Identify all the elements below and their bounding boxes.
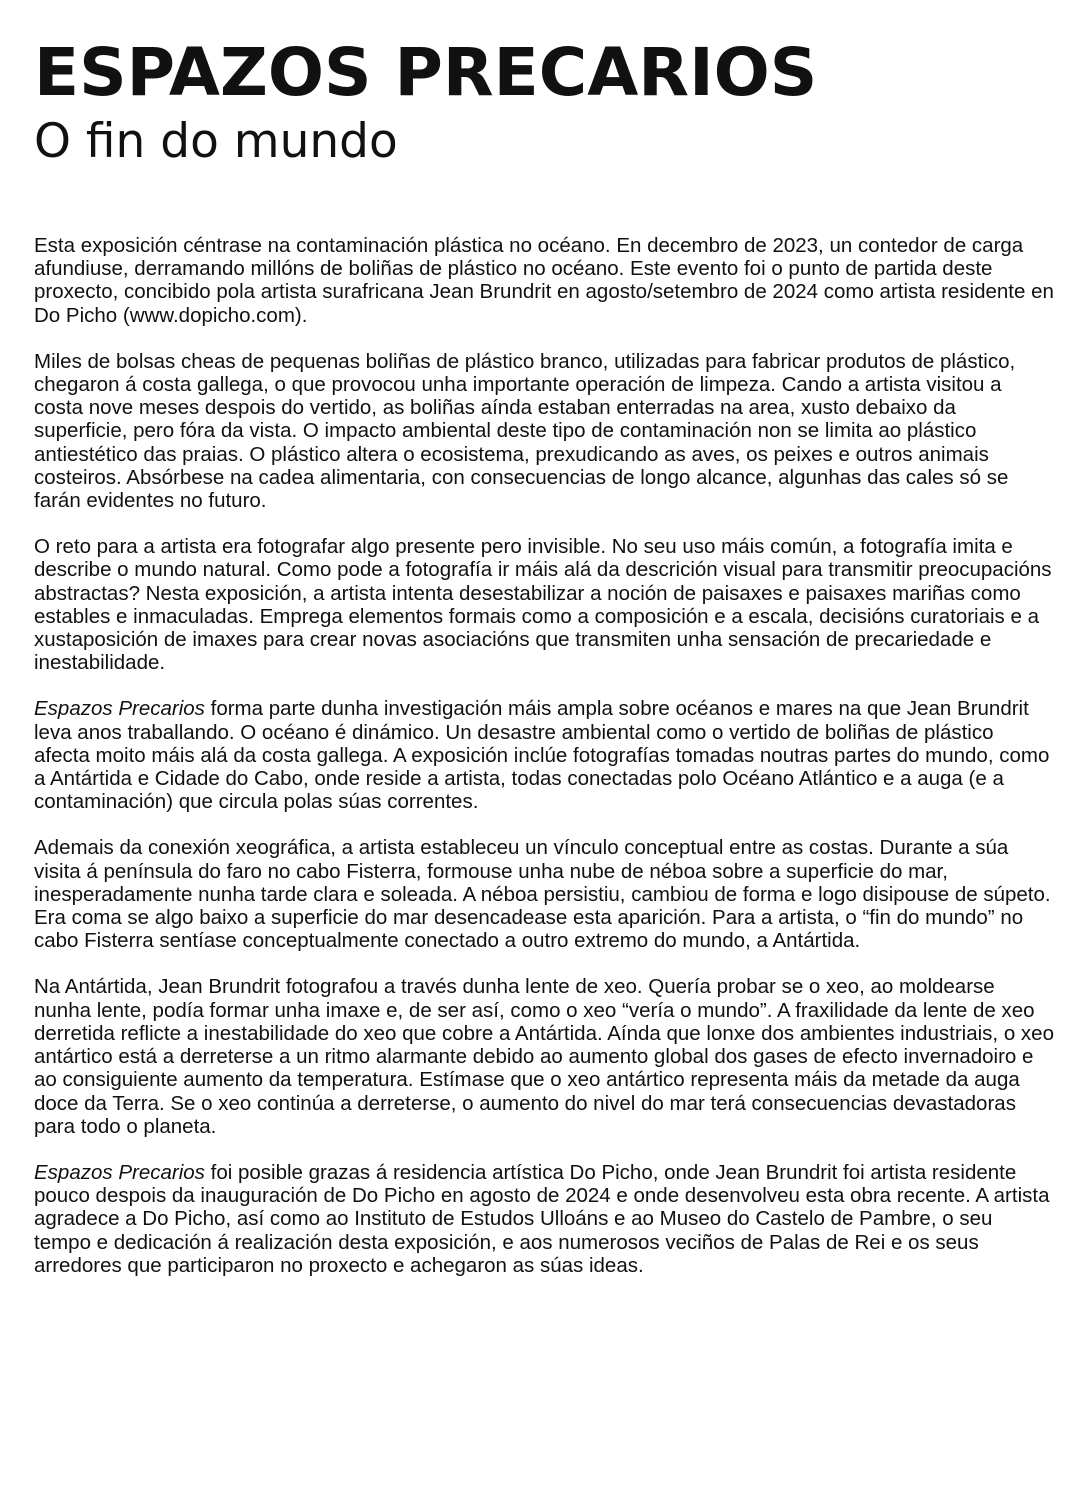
paragraph-text: Esta exposición céntrase na contaminación plástica no océano. En decembro de 2023, un contedor de carga afundiuse, derramando millóns de boliñas de plástico no océano. Este evento foi o punto de partida deste proxecto, concibido pola artista surafricana Jean Brundrit en agosto/setembro de 2024 como artista residente en Do Picho (www.dopicho.com). — [34, 234, 1054, 327]
paragraph-research — [34, 697, 1054, 813]
paragraph-intro — [34, 234, 1054, 327]
paragraph-text: O reto para a artista era fotografar algo presente pero invisible. No seu uso máis común, a fotografía imita e describe o mundo natural. Como pode a fotografía ir máis alá da descrición visual para transmitir preocupacións abstractas? Nesta exposición, a artista intenta desestabilizar a noción de paisaxes e paisaxes mariñas como estables e inmaculadas. Emprega elementos formais como a composición e a escala, decisións curatoriais e a xustaposición de imaxes para crear novas asociacións que transmiten unha sensación de precariedade e inestabilidade. — [34, 535, 1052, 675]
exhibition-title-italic: Espazos Precarios — [34, 697, 205, 721]
page-header — [34, 30, 1054, 168]
paragraph-antarctica — [34, 975, 1054, 1137]
paragraph-text: Ademais da conexión xeográfica, a artista estableceu un vínculo conceptual entre as costas. Durante a súa visita á península do faro no cabo Fisterra, formouse unha nube de néboa sobre a superficie do mar, inesperadamente nunha tarde clara e soleada. A néboa persistiu, cambiou de forma e logo disipouse de súpeto. Era coma se algo baixo a superficie do mar desencadease esta aparición. Para a artista, o “fin do mundo” no cabo Fisterra sentíase conceptualmente conectado a outro extremo do mundo, a Antártida. — [34, 836, 1051, 953]
paragraph-geography — [34, 836, 1054, 952]
paragraph-text: Na Antártida, Jean Brundrit fotografou a través dunha lente de xeo. Quería probar se o xeo, ao moldearse nunha lente, podía formar unha imaxe e, de ser así, como o xeo “vería o mundo”. A fraxilidade da lente de xeo derretida reflicte a inestabilidade do xeo que cobre a Antártida. Aínda que lonxe dos ambientes industriais, o xeo antártico está a derreterse a un ritmo alarmante debido ao aumento global dos gases de efecto invernadoiro e ao consiguiente aumento da temperatura. Estímase que o xeo antártico representa máis da metade da auga doce da Terra. Se o xeo continúa a derreterse, o aumento do nivel do mar terá consecuencias devastadoras para todo o planeta. — [34, 975, 1054, 1138]
paragraph-challenge — [34, 535, 1054, 674]
paragraph-text: forma parte dunha investigación máis ampla sobre océanos e mares na que Jean Brundrit leva anos traballando. O océano é dinámico. Un desastre ambiental como o vertido de boliñas de plástico afecta moito máis alá da costa gallega. A exposición inclúe fotografías tomadas noutras partes do mundo, como a Antártida e Cidade do Cabo, onde reside a artista, todas conectadas polo Océano Atlántico e a auga (e a contaminación) que circula polas súas correntes. — [34, 697, 1050, 814]
exhibition-title-italic: Espazos Precarios — [34, 1160, 205, 1184]
paragraph-text: Miles de bolsas cheas de pequenas boliñas de plástico branco, utilizadas para fabricar produtos de plástico, chegaron á costa gallega, o que provocou unha importante operación de limpeza. Cando a artista visitou a costa nove meses despois do vertido, as boliñas aínda estaban enterradas na area, xusto debaixo da superficie, pero fóra da vista. O impacto ambiental deste tipo de contaminación non se limita ao plástico antiestético das praias. O plástico altera o ecosistema, prexudicando as aves, os peixes e outros animais costeiros. Absórbese na cadea alimentaria, con consecuencias de longo alcance, algunhas das cales só se farán evidentes no futuro. — [34, 349, 1016, 513]
page-subtitle: O fin do mundo — [34, 114, 398, 169]
paragraph-pollution — [34, 350, 1054, 512]
paragraph-acknowledgements — [34, 1161, 1054, 1277]
paragraph-text: foi posible grazas á residencia artística Do Picho, onde Jean Brundrit foi artista residente pouco despois da inauguración de Do Picho en agosto de 2024 e onde desenvolveu esta obra recente. A artista agradece a Do Picho, así como ao Instituto de Estudos Ulloáns e ao Museo do Castelo de Pambre, o seu tempo e dedicación á realización desta exposición, e aos numerosos veciños de Palas de Rei e os seus arredores que participaron no proxecto e achegaron as súas ideas. — [34, 1160, 1050, 1277]
document-body — [34, 234, 1054, 1300]
page-title: ESPAZOS PRECARIOS — [34, 34, 818, 111]
